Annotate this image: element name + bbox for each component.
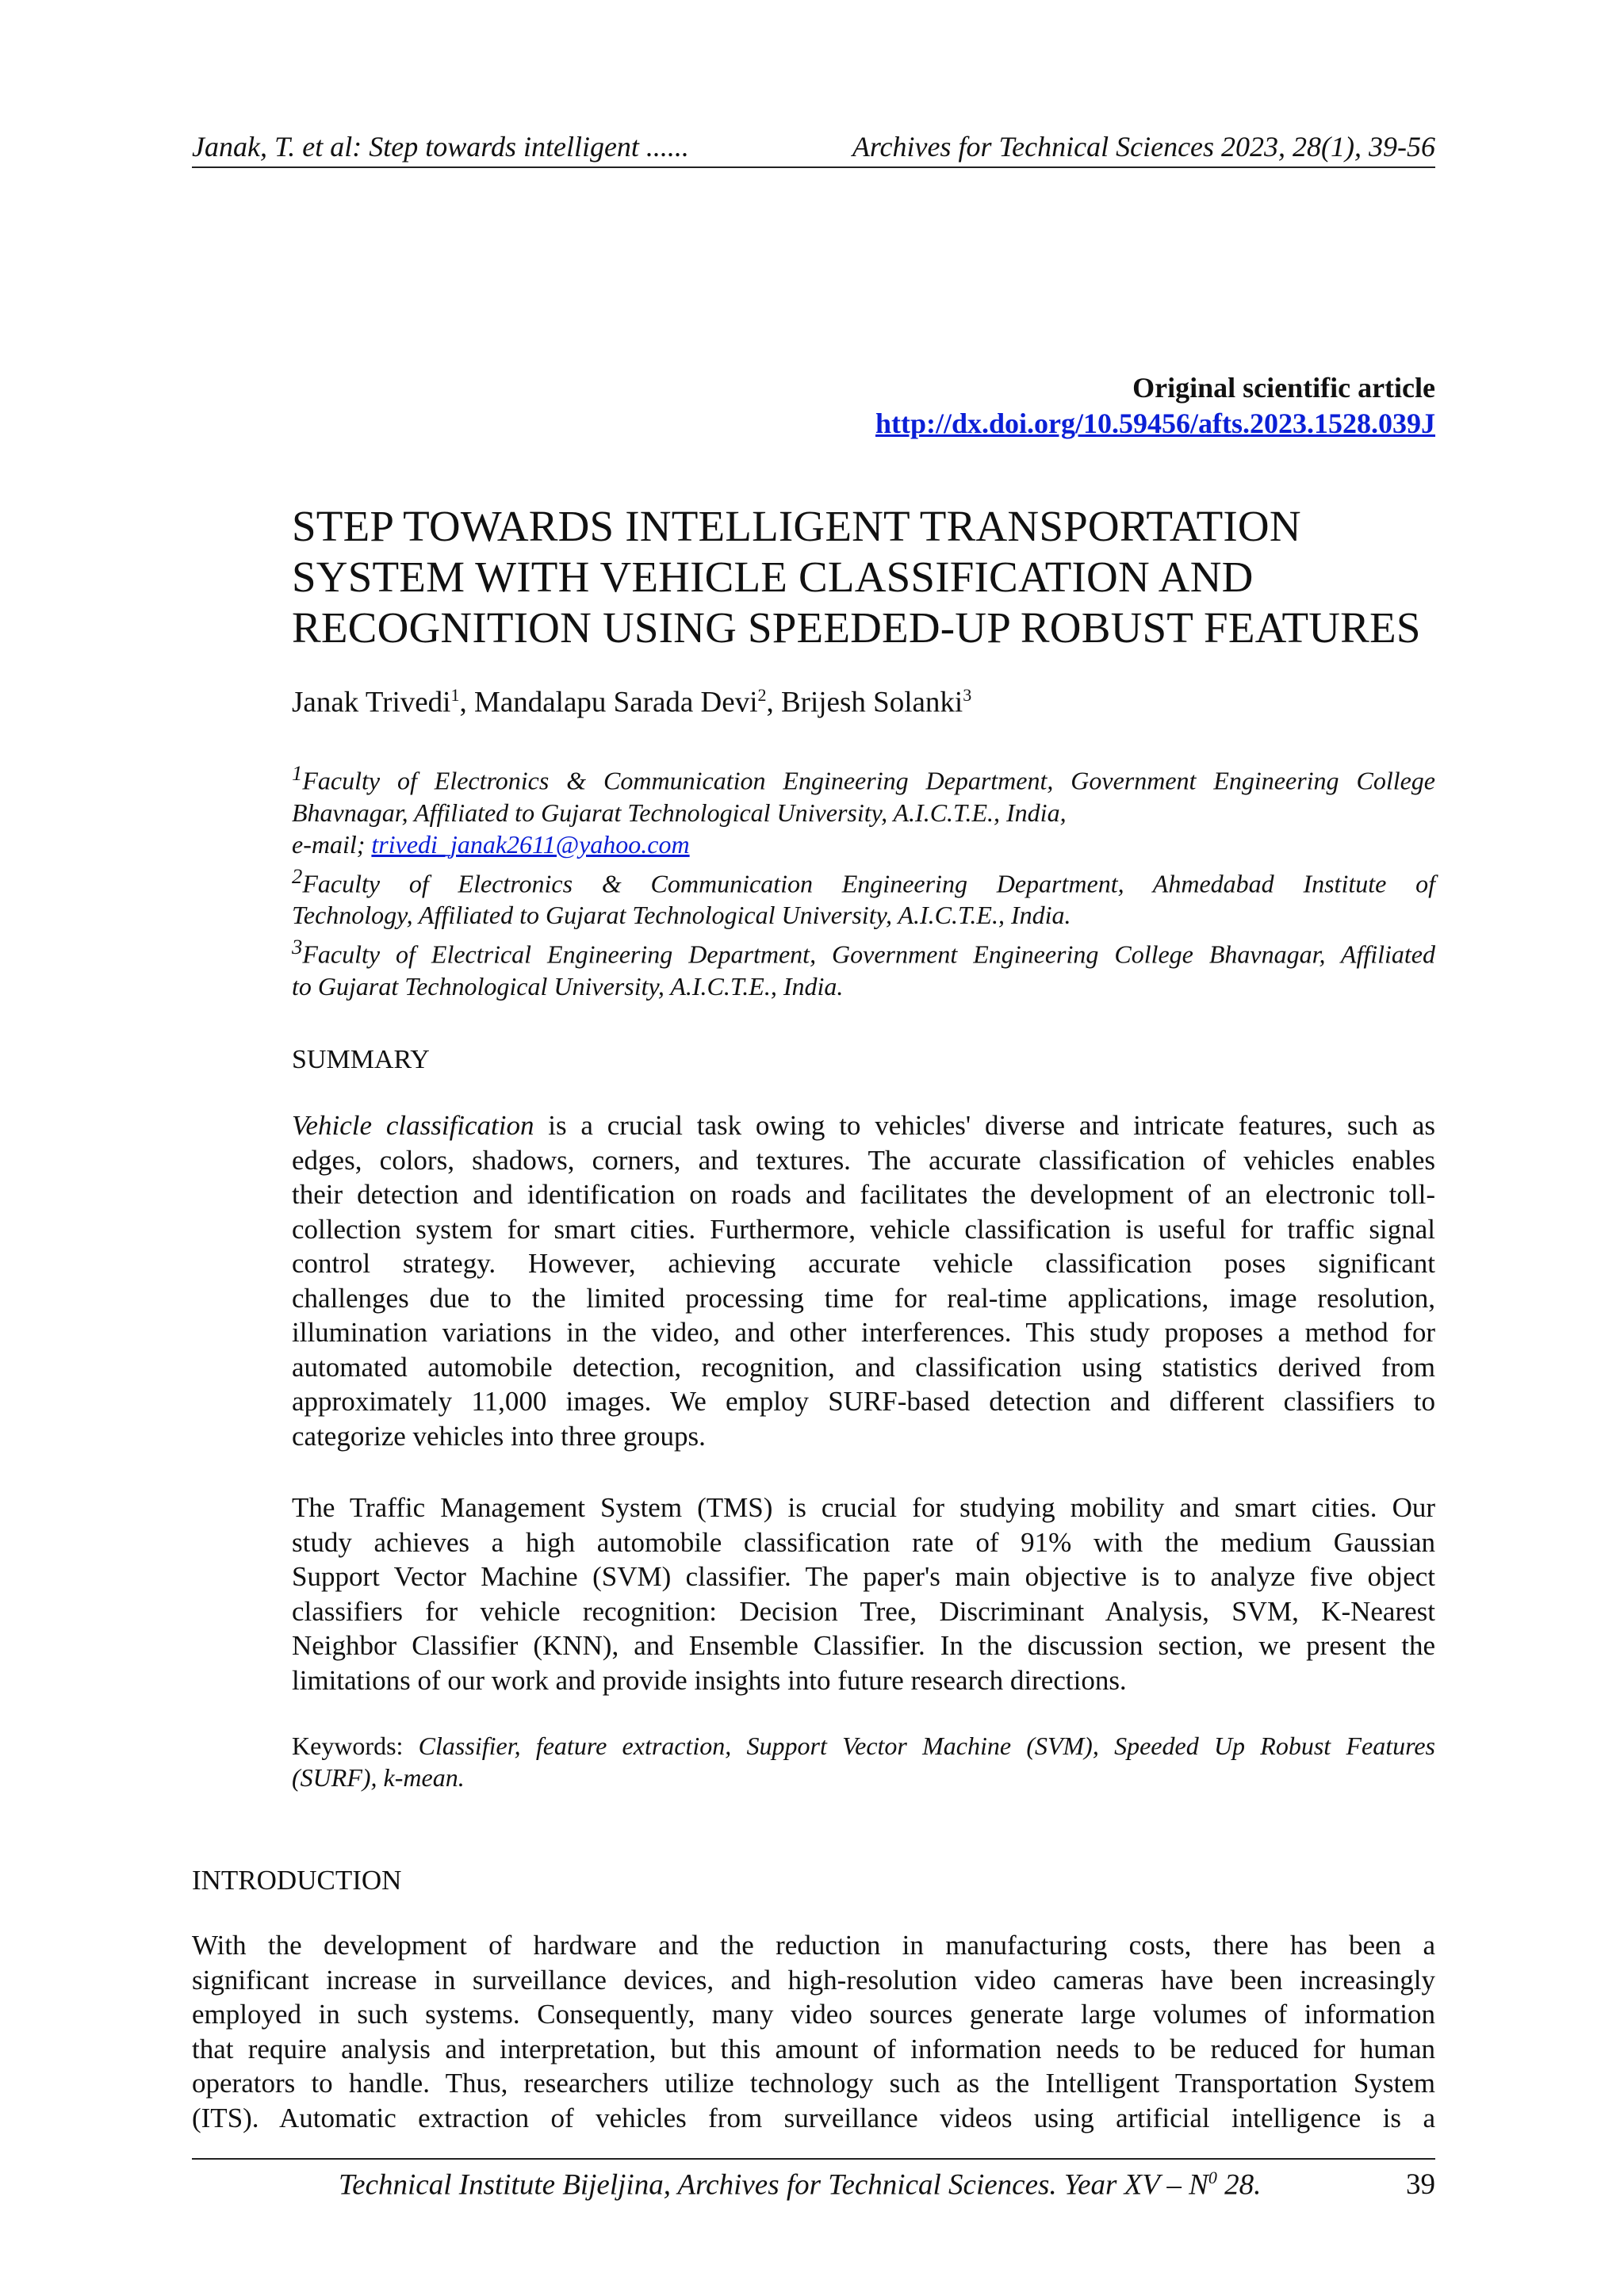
email-line: e-mail; trivedi_janak2611@yahoo.com [292,829,690,859]
affiliations [292,757,1435,1002]
affiliation-2-line: $^2$Faculty of Electronics & Communication Engineering Department, Ahmedabad Institute of [292,863,1435,898]
article-type: Original scientific article [1132,372,1435,404]
affiliation-3-line: to Gujarat Technological University, A.I.C.T.E., India. [292,971,844,1001]
author-sup: 1 [450,685,460,705]
running-header-left: Janak, T. et al: Step towards intelligent ...... [192,131,689,163]
paragraph-line: (ITS). Automatic extraction of vehicles from surveillance videos using artificial intelligence is a [192,2102,1435,2133]
title-line: STEP TOWARDS INTELLIGENT TRANSPORTATION [292,502,1301,550]
paragraph-line: illumination variations in the video, and other interferences. This study proposes a method for [292,1317,1435,1348]
paragraph-line: their detection and identification on roads and facilitates the development of an electronic toll- [292,1179,1435,1210]
affiliation-2-line: Technology, Affiliated to Gujarat Technological University, A.I.C.T.E., India. [292,901,1071,930]
paragraph-line: approximately 11,000 images. We employ SURF-based detection and different classifiers to [292,1386,1435,1417]
keywords-line: Keywords: Classifier, feature extraction, Support Vector Machine (SVM), Speeded Up Robust Features [292,1732,1436,1760]
affiliation-1-line: Bhavnagar, Affiliated to Gujarat Technological University, A.I.C.T.E., India, [292,798,1067,827]
introduction-paragraph [192,1928,1435,2135]
paragraph-line: With the development of hardware and the reduction in manufacturing costs, there has been a [192,1930,1435,1961]
paragraph-line: Neighbor Classifier (KNN), and Ensemble Classifier. In the discussion section, we present the [292,1630,1435,1661]
paragraph-line: employed in such systems. Consequently, many video sources generate large volumes of information [192,1999,1435,2030]
keywords-label: Keywords: [292,1732,419,1760]
paper-title [292,501,1442,653]
paragraph-line: that require analysis and interpretation, but this amount of information needs to be reduced for human [192,2033,1435,2064]
footer-text: Technical Institute Bijeljina, Archives for Technical Sciences. Year XV – $N^0$ 28. [339,2168,1262,2202]
paragraph-line: challenges due to the limited processing time for real-time applications, image resolution, [292,1282,1435,1314]
paragraph-line: control strategy. However, achieving accurate vehicle classification poses significant [292,1248,1435,1279]
footer-rule [192,2158,1435,2160]
paragraph-line: edges, colors, shadows, corners, and textures. The accurate classification of vehicles enables [292,1144,1435,1176]
abstract-paragraph-2 [292,1490,1435,1697]
paragraph-line: limitations of our work and provide insights into future research directions. [292,1664,1127,1696]
keywords-line: (SURF), k-mean. [292,1763,465,1792]
paragraph-line: categorize vehicles into three groups. [292,1420,706,1452]
running-header-right: Archives for Technical Sciences 2023, 28(1), 39-56 [852,131,1435,163]
paragraph-line: Support Vector Machine (SVM) classifier. The paper's main objective is to analyze five object [292,1561,1435,1592]
author-name: Mandalapu Sarada Devi [473,686,758,719]
affiliation-1-line: $^1$Faculty of Electronics & Communication Engineering Department, Government Engineering College [292,761,1435,795]
paragraph-line: automated automobile detection, recognition, and classification using statistics derived from [292,1351,1435,1383]
abstract-paragraph-1 [292,1108,1435,1453]
paragraph-line: study achieves a high automobile classification rate of 91% with the medium Gaussian [292,1526,1435,1558]
author-list: Janak Trivedi$^1$, Mandalapu Sarada Devi$^2$, Brijesh Solanki$^3$ [292,685,972,719]
email-link[interactable]: trivedi_janak2611@yahoo.com [371,829,690,859]
paragraph-line: significant increase in surveillance devices, and high-resolution video cameras have been increasingly [192,1964,1435,1996]
keywords [292,1730,1435,1793]
running-header [192,127,1435,168]
paragraph-line: classifiers for vehicle recognition: Decision Tree, Discriminant Analysis, SVM, K-Nearest [292,1595,1435,1627]
doi-link[interactable]: http://dx.doi.org/10.59456/afts.2023.1528.039J [875,408,1435,439]
introduction-heading: INTRODUCTION [192,1865,402,1896]
author-sup: 3 [963,685,972,705]
title-line: SYSTEM WITH VEHICLE CLASSIFICATION AND [292,553,1254,601]
author-sup: 2 [757,685,767,705]
paragraph-line: collection system for smart cities. Furthermore, vehicle classification is useful for traffic signal [292,1213,1435,1245]
paragraph-line: Vehicle classification is a crucial task owing to vehicles' diverse and intricate features, such as [292,1110,1435,1141]
paragraph-line: operators to handle. Thus, researchers utilize technology such as the Intelligent Transportation System [192,2068,1435,2099]
affiliation-3-line: $^3$Faculty of Electrical Engineering Department, Government Engineering College Bhavnagar, Affiliated [292,935,1435,969]
summary-heading: SUMMARY [292,1045,430,1074]
author-name: Brijesh Solanki [780,686,963,719]
author-name: Janak Trivedi [292,686,451,719]
page-number: 39 [1406,2168,1435,2201]
title-line: RECOGNITION USING SPEEDED-UP ROBUST FEATURES [292,603,1421,652]
paragraph-line: The Traffic Management System (TMS) is crucial for studying mobility and smart cities. Our [292,1492,1435,1523]
